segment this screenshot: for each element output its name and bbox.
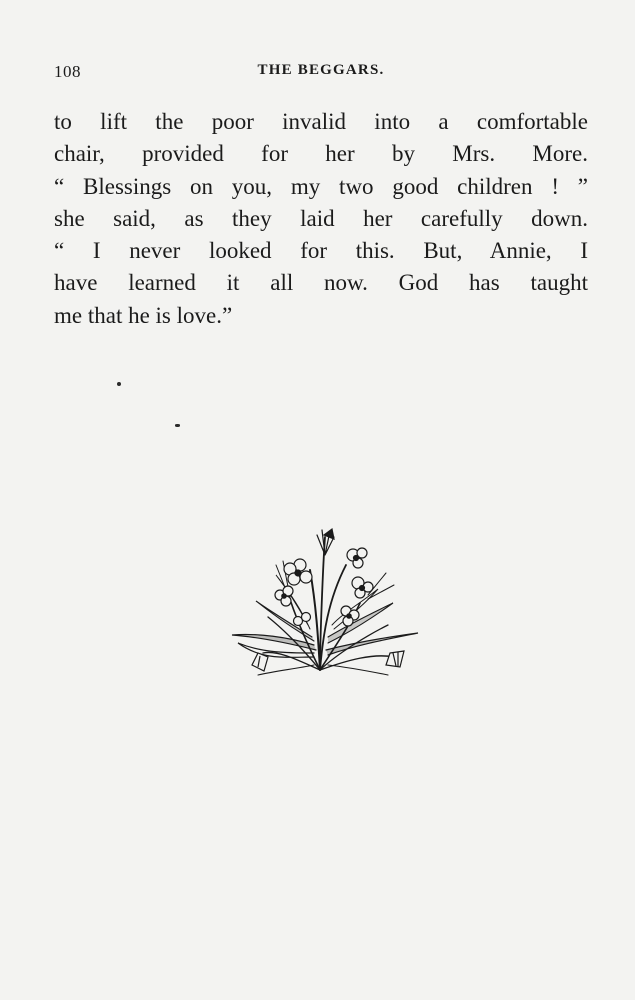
ink-speck — [175, 424, 180, 427]
page-header — [54, 62, 588, 84]
text-line: she said, as they laid her carefully down. — [54, 205, 588, 231]
text-line: “ Blessings on you, my two good children ! ” — [54, 173, 588, 199]
text-line: “ I never looked for this. But, Annie, I — [54, 238, 588, 264]
ink-speck — [117, 382, 121, 386]
running-head: THE BEGGARS. — [257, 62, 385, 78]
text-line: me that he is love.” — [54, 302, 233, 328]
text-line: chair, provided for her by Mrs. More. — [54, 141, 588, 167]
text-line: have learned it all now. God has taught — [54, 270, 588, 296]
body-text — [54, 106, 588, 332]
text-line: to lift the poor invalid into a comfortable — [54, 109, 588, 134]
floral-sprig-icon — [228, 525, 424, 677]
page-number: 108 — [54, 62, 81, 81]
